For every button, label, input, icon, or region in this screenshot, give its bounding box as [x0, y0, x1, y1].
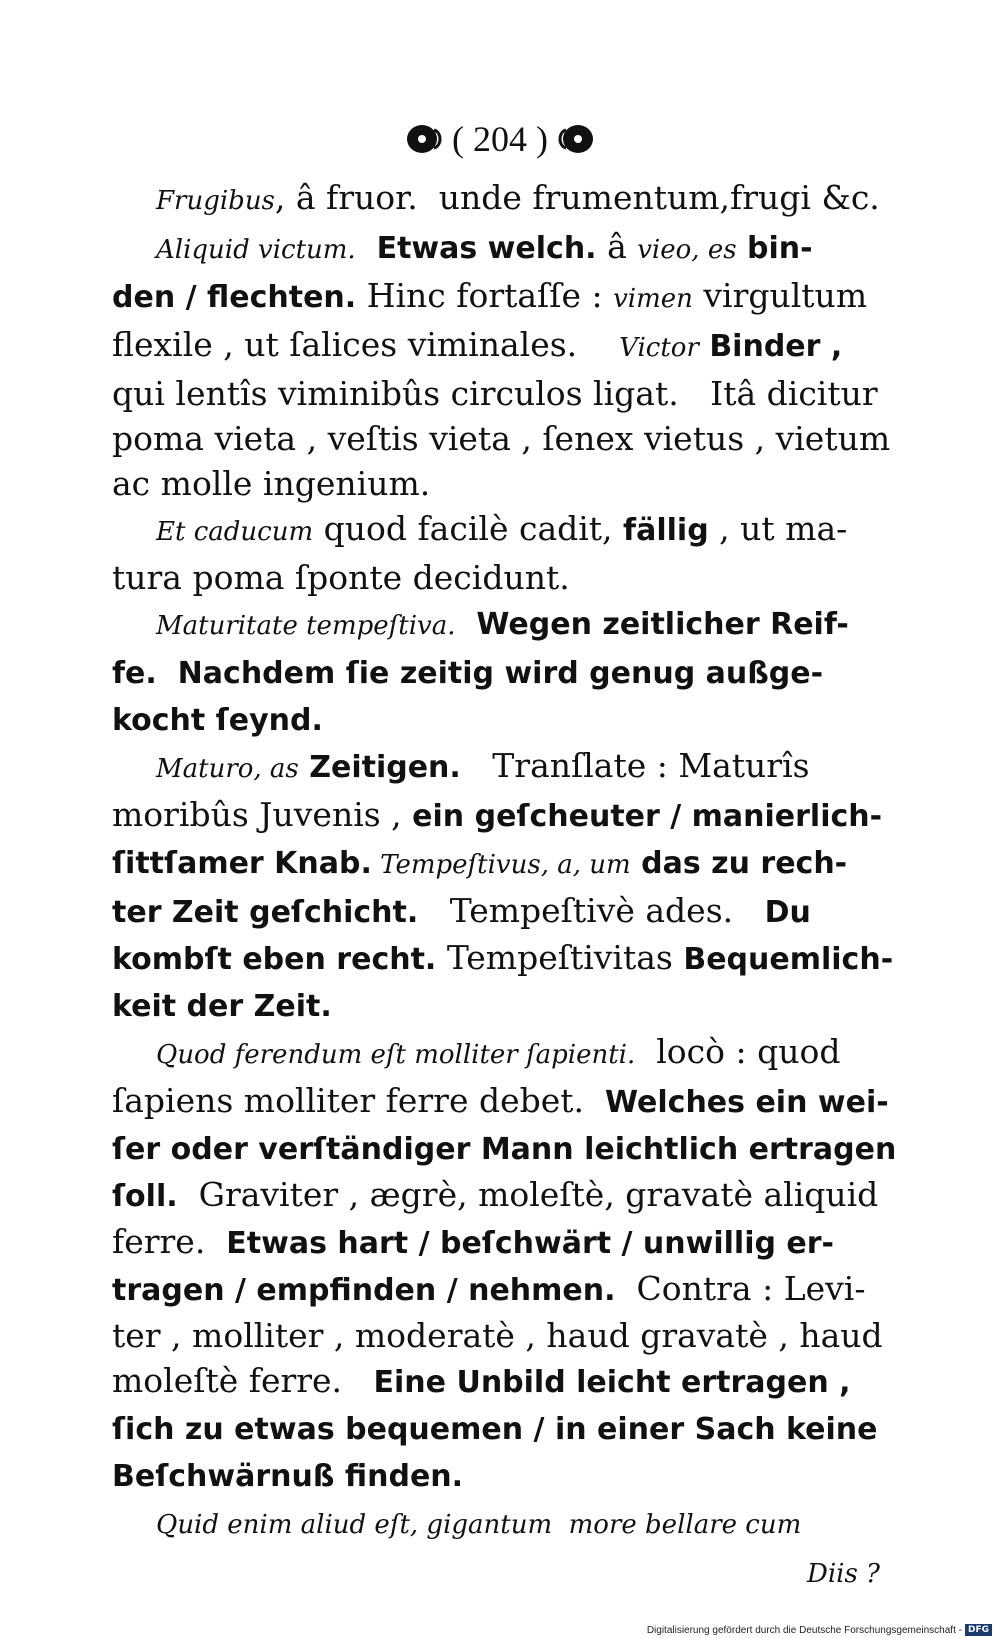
text-line: [112, 1452, 892, 1499]
text-segment: qui lentîs viminibûs circulos ligat. Itâ dicitur: [112, 374, 878, 413]
text-segment: es: [707, 235, 737, 265]
text-line: [112, 1548, 892, 1597]
text-line: [112, 1313, 892, 1358]
text-segment: ferre.: [112, 1222, 227, 1261]
text-segment: â: [596, 227, 638, 266]
text-segment: Du: [764, 895, 811, 930]
text-segment: Maturo, as: [156, 754, 299, 784]
text-line: [112, 224, 892, 273]
page-number: ( 204 ): [452, 119, 548, 159]
text-segment: ſich zu etwas bequemen / in einer Sach keine: [112, 1412, 878, 1447]
text-segment: tragen / empfinden / nehmen.: [112, 1273, 616, 1308]
text-segment: flexile , ut ſalices viminales.: [112, 325, 620, 364]
text-segment: Et caducum: [156, 517, 314, 547]
text-line: [112, 743, 892, 792]
text-segment: quod facilè cadit,: [313, 509, 624, 548]
ornament-left-icon: [404, 122, 446, 156]
credit-text: Digitalisierung gefördert durch die Deutsche Forschungsgemeinschaft -: [646, 1624, 962, 1636]
text-line: [112, 416, 892, 461]
text-segment: Contra : Levi-: [615, 1269, 866, 1308]
text-segment: kocht ſeynd.: [112, 703, 323, 738]
text-segment: Eine Unbild leicht ertragen ,: [373, 1365, 851, 1400]
text-segment: Maturitate tempeſtiva.: [156, 611, 456, 641]
text-segment: Victor: [619, 333, 699, 363]
text-line: [112, 935, 892, 982]
dfg-logo: DFG: [965, 1624, 992, 1636]
text-segment: Tempeſtivitas: [436, 938, 684, 977]
text-segment: , â fruor. unde frumentum,frugi &c.: [274, 178, 880, 217]
page-header: [0, 118, 1000, 160]
text-line: [112, 175, 892, 224]
text-segment: Hinc fortaſſe :: [356, 276, 614, 315]
text-segment: Bequemlich-: [683, 942, 894, 977]
text-line: [112, 792, 892, 839]
text-line: [112, 649, 892, 696]
text-segment: Graviter , ægrè, moleſtè, gravatè aliquid: [177, 1175, 879, 1214]
text-segment: ter Zeit geſchicht.: [112, 895, 419, 930]
text-line: [112, 1219, 892, 1266]
text-line: [112, 273, 892, 322]
text-segment: locò : quod: [635, 1032, 841, 1071]
text-line: [112, 696, 892, 743]
text-segment: Welches ein wei-: [605, 1085, 889, 1120]
text-line: [112, 982, 892, 1029]
text-line: [112, 888, 892, 935]
text-segment: keit der Zeit.: [112, 989, 332, 1024]
text-line: [112, 461, 892, 506]
text-line: [112, 1499, 892, 1548]
text-segment: ac molle ingenium.: [112, 464, 431, 503]
text-line: [112, 600, 892, 649]
text-line: [112, 506, 892, 555]
text-segment: tura poma ſponte decidunt.: [112, 558, 570, 597]
text-segment: ter , molliter , moderatè , haud gravatè , haud: [112, 1316, 883, 1355]
text-segment: Diis ?: [806, 1559, 880, 1589]
text-segment: Etwas hart / beſchwärt / unwillig er-: [226, 1226, 835, 1261]
text-segment: ſapiens molliter ferre debet.: [112, 1081, 606, 1120]
text-segment: moleſtè ferre.: [112, 1361, 374, 1400]
text-segment: fe. Nachdem ſie zeitig wird genug außge-: [112, 656, 824, 691]
text-line: [112, 1029, 892, 1078]
text-segment: Aliquid victum.: [156, 235, 356, 265]
text-line: [112, 371, 892, 416]
text-line: [112, 1172, 892, 1219]
text-segment: virgultum: [692, 276, 868, 315]
text-segment: Tranſlate : Maturîs: [460, 746, 810, 785]
text-segment: kombſt eben recht.: [112, 942, 437, 977]
text-segment: Wegen zeitlicher Reif-: [455, 607, 849, 642]
text-segment: den / flechten.: [112, 280, 357, 315]
text-line: [112, 1405, 892, 1452]
digitization-credit: [647, 1624, 992, 1636]
text-segment: poma vieta , veſtis vieta , ſenex vietus , vietum: [112, 419, 891, 458]
text-segment: Beſchwärnuß finden.: [112, 1459, 464, 1494]
text-line: [112, 555, 892, 600]
text-segment: fällig: [623, 513, 709, 548]
text-segment: ein geſcheuter / manierlich-: [412, 799, 883, 834]
text-segment: Tempeſtivè ades.: [418, 891, 765, 930]
text-segment: ſer oder verſtändiger Mann leichtlich ertragen: [112, 1132, 897, 1167]
text-segment: Tempeſtivus, a, um: [371, 850, 631, 880]
ornament-right-icon: [554, 122, 596, 156]
text-segment: bin-: [736, 231, 813, 266]
text-line: [112, 1125, 897, 1172]
text-line: [112, 1078, 892, 1125]
page-text: [112, 175, 897, 1597]
text-segment: Etwas welch.: [355, 231, 597, 266]
text-line: [112, 322, 892, 371]
text-segment: , ut ma-: [708, 509, 848, 548]
text-segment: ſoll.: [112, 1179, 178, 1214]
text-segment: Quod ferendum eſt molliter ſapienti.: [156, 1040, 636, 1070]
text-segment: Binder ,: [698, 329, 843, 364]
text-segment: Quid enim aliud eſt, gigantum more bellare cum: [156, 1510, 802, 1540]
text-line: [112, 839, 892, 888]
text-segment: vieo,: [637, 235, 708, 265]
text-segment: moribûs Juvenis ,: [112, 795, 413, 834]
text-segment: vimen: [613, 284, 693, 314]
text-line: [112, 1358, 892, 1405]
text-segment: ſittſamer Knab.: [112, 846, 372, 881]
text-line: [112, 1266, 892, 1313]
text-segment: Zeitigen.: [298, 750, 461, 785]
text-segment: das zu rech-: [630, 846, 848, 881]
text-segment: Frugibus: [156, 186, 275, 216]
